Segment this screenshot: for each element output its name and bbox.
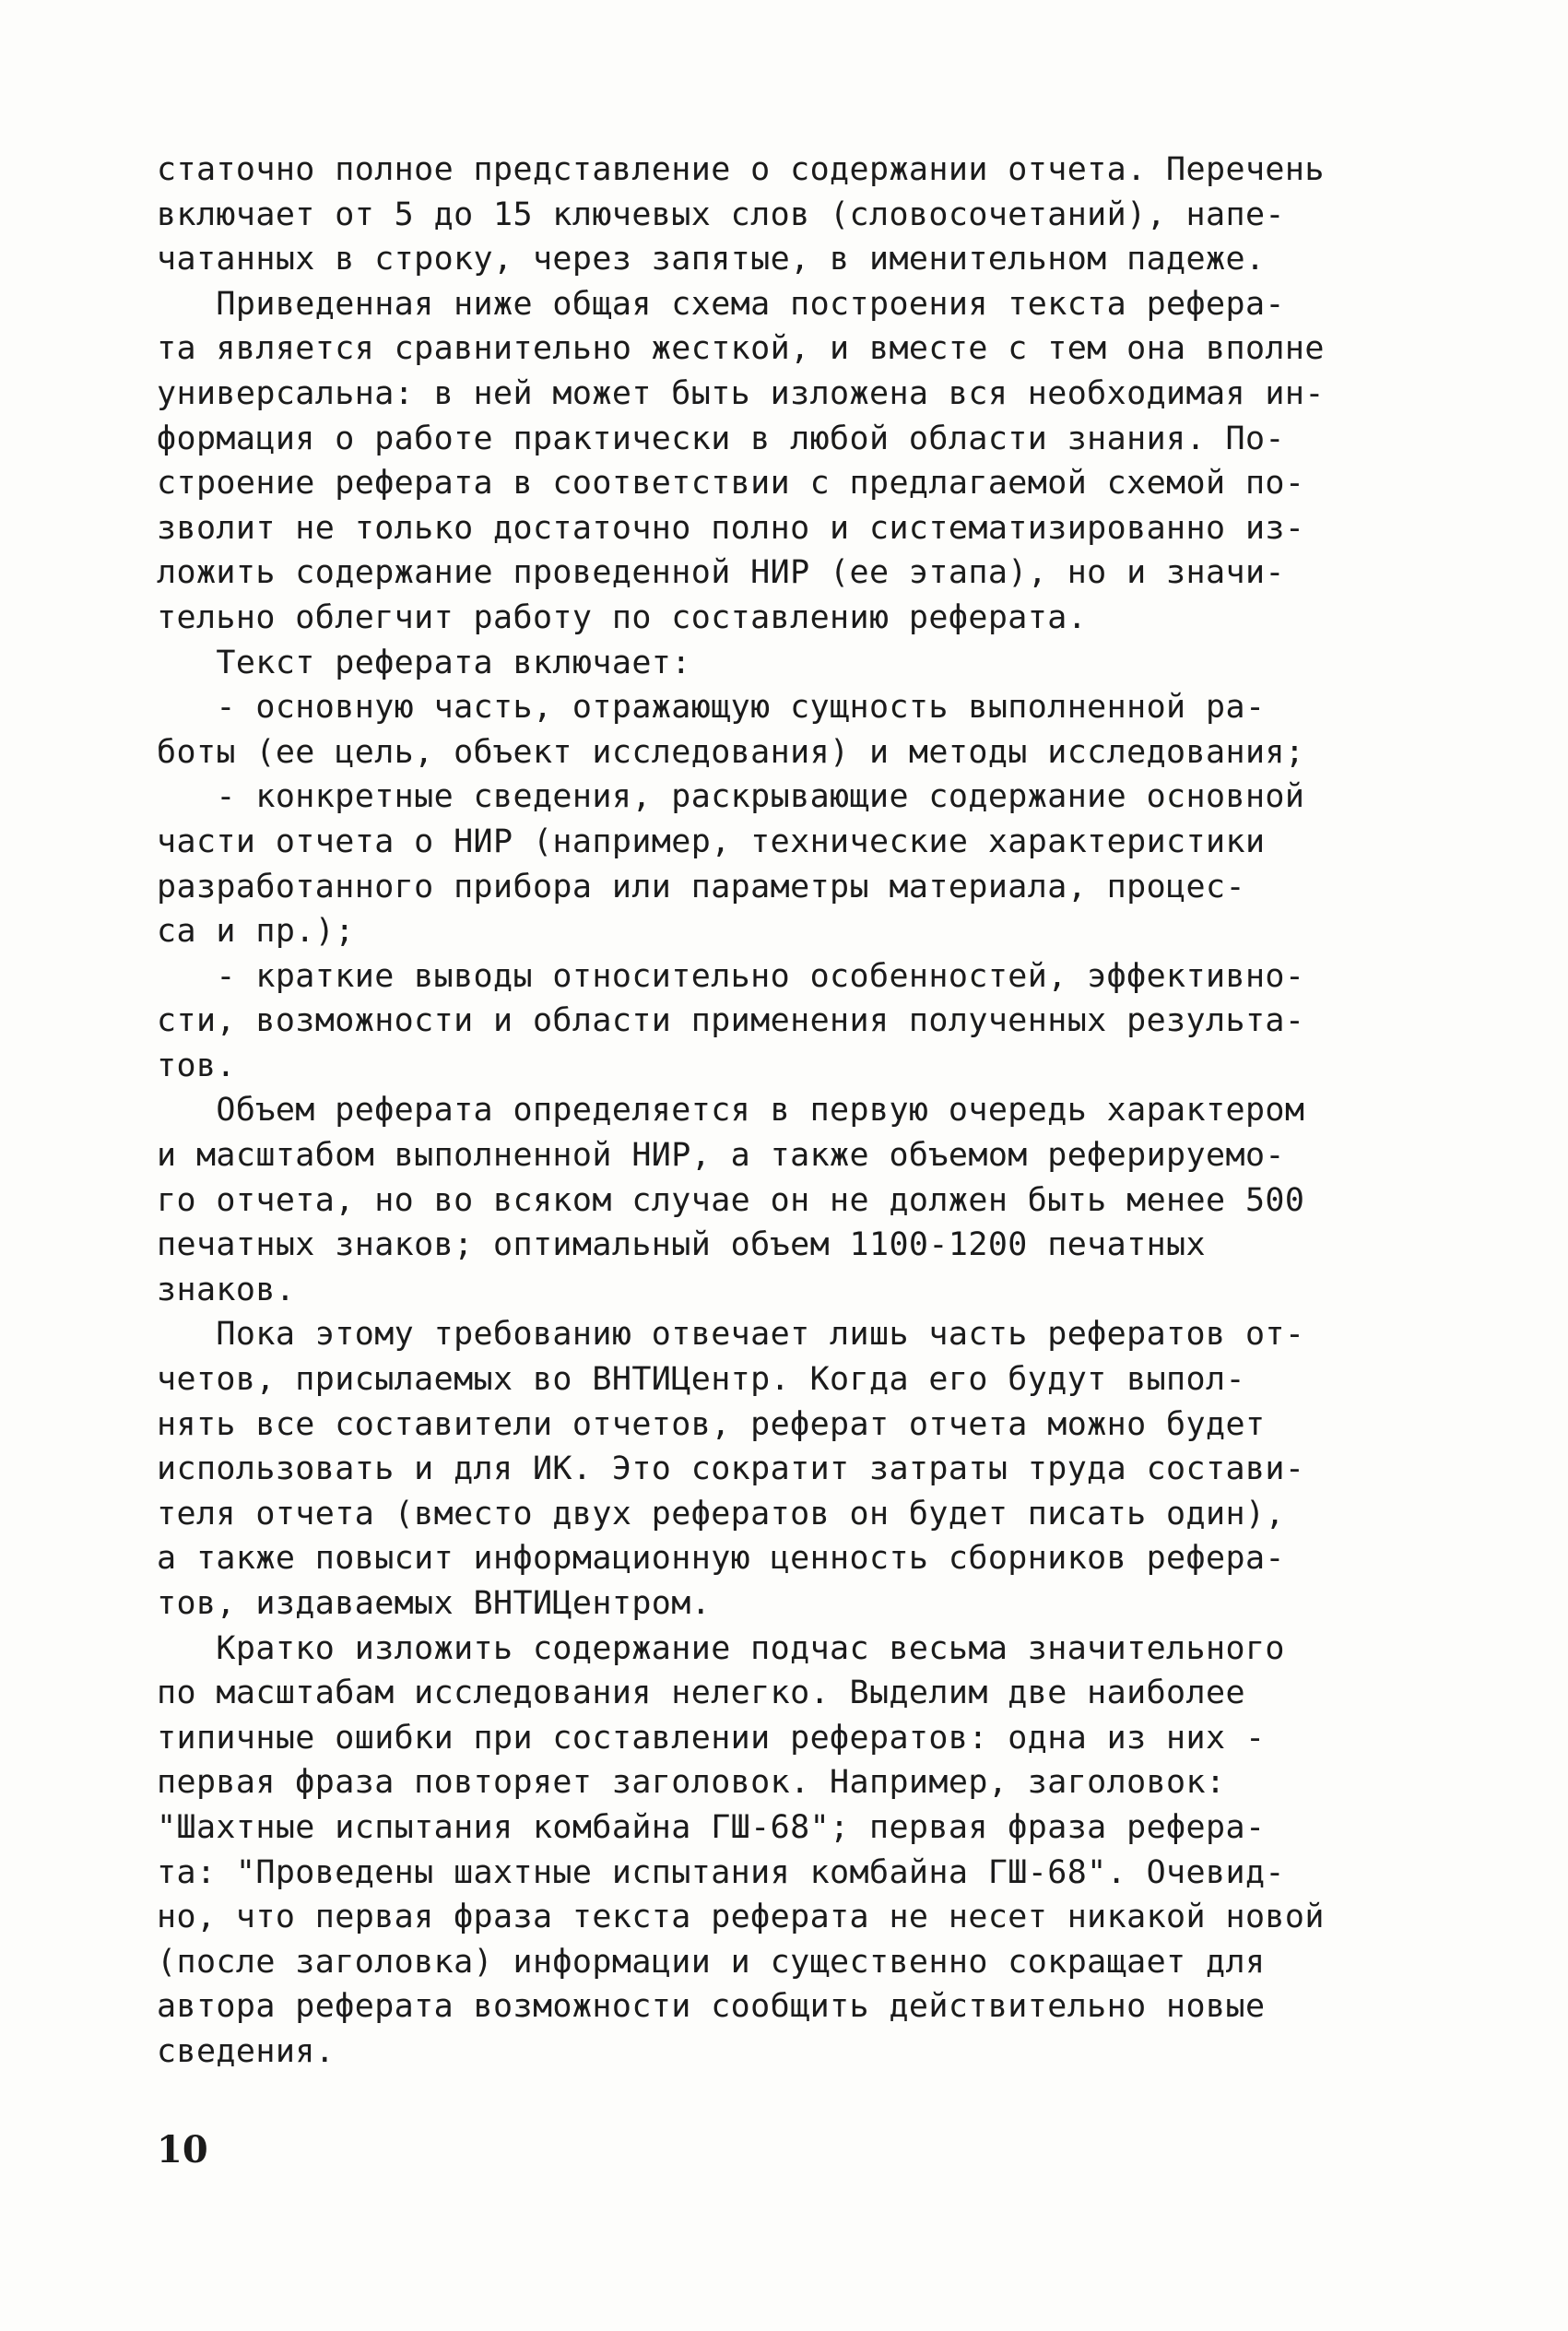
text-line: сведения.	[157, 2032, 336, 2070]
text-line: четов, присылаемых во ВНТИЦентр. Когда его будут выпол-	[157, 1361, 1245, 1399]
text-line: Кратко изложить содержание подчас весьма значительного	[157, 1629, 1285, 1667]
text-line: та: "Проведены шахтные испытания комбайна ГШ-68". Очевид-	[157, 1853, 1285, 1891]
text-line: тельно облегчит работу по составлению реферата.	[157, 598, 1088, 636]
text-line: - основную часть, отражающую сущность выполненной ра-	[157, 689, 1266, 727]
text-line: универсальна: в ней может быть изложена вся необходимая ин-	[157, 374, 1325, 412]
text-line: печатных знаков; оптимальный объем 1100-1200 печатных	[157, 1226, 1207, 1264]
text-line: и масштабом выполненной НИР, а также объемом реферируемо-	[157, 1137, 1285, 1175]
text-line: зволит не только достаточно полно и систематизированно из-	[157, 509, 1305, 547]
text-line: Текст реферата включает:	[157, 644, 691, 681]
text-line: формация о работе практически в любой области знания. По-	[157, 420, 1285, 457]
text-line: разработанного прибора или параметры материала, процес-	[157, 868, 1245, 905]
page-number: 10	[157, 2128, 208, 2171]
text-line: статочно полное представление о содержании отчета. Перечень	[157, 151, 1325, 188]
text-line: типичные ошибки при составлении рефератов: одна из них -	[157, 1719, 1266, 1757]
text-line: Пока этому требованию отвечает лишь часть рефератов от-	[157, 1316, 1305, 1354]
text-line: та является сравнительно жесткой, и вместе с тем она вполне	[157, 330, 1325, 368]
text-line: по масштабам исследования нелегко. Выделим две наиболее	[157, 1674, 1245, 1712]
text-line: нять все составители отчетов, реферат отчета можно будет	[157, 1405, 1266, 1443]
text-line: использовать и для ИК. Это сократит затраты труда состави-	[157, 1450, 1305, 1488]
text-line: теля отчета (вместо двух рефератов он будет писать один),	[157, 1495, 1285, 1532]
text-line: ложить содержание проведенной НИР (ее этапа), но и значи-	[157, 554, 1285, 592]
text-line: части отчета о НИР (например, технические характеристики	[157, 822, 1266, 860]
text-line: сти, возможности и области применения полученных результа-	[157, 1002, 1305, 1040]
text-line: Объем реферата определяется в первую очередь характером	[157, 1092, 1305, 1130]
text-line: тов.	[157, 1047, 236, 1084]
text-line: но, что первая фраза текста реферата не несет никакой новой	[157, 1899, 1325, 1936]
text-line: Приведенная ниже общая схема построения текста рефера-	[157, 285, 1285, 323]
text-line: (после заголовка) информации и существенно сокращает для	[157, 1943, 1266, 1981]
text-line: - краткие выводы относительно особенностей, эффективно-	[157, 957, 1305, 995]
text-line: чатанных в строку, через запятые, в именительном падеже.	[157, 241, 1266, 278]
text-line: первая фраза повторяет заголовок. Например, заголовок:	[157, 1764, 1226, 1802]
text-line: - конкретные сведения, раскрывающие содержание основной	[157, 778, 1305, 816]
text-line: го отчета, но во всяком случае он не должен быть менее 500	[157, 1181, 1305, 1219]
text-line: знаков.	[157, 1271, 296, 1308]
text-line: са и пр.);	[157, 913, 355, 951]
text-line: "Шахтные испытания комбайна ГШ-68"; первая фраза рефера-	[157, 1808, 1266, 1846]
text-line: боты (ее цель, объект исследования) и методы исследования;	[157, 733, 1305, 771]
text-line: строение реферата в соответствии с предлагаемой схемой по-	[157, 465, 1305, 503]
text-line: а также повысит информационную ценность сборников рефера-	[157, 1540, 1285, 1578]
body-text	[157, 148, 1440, 2075]
text-line: включает от 5 до 15 ключевых слов (словосочетаний), напе-	[157, 195, 1285, 233]
text-line: тов, издаваемых ВНТИЦентром.	[157, 1585, 712, 1622]
text-line: автора реферата возможности сообщить действительно новые	[157, 1988, 1266, 2026]
